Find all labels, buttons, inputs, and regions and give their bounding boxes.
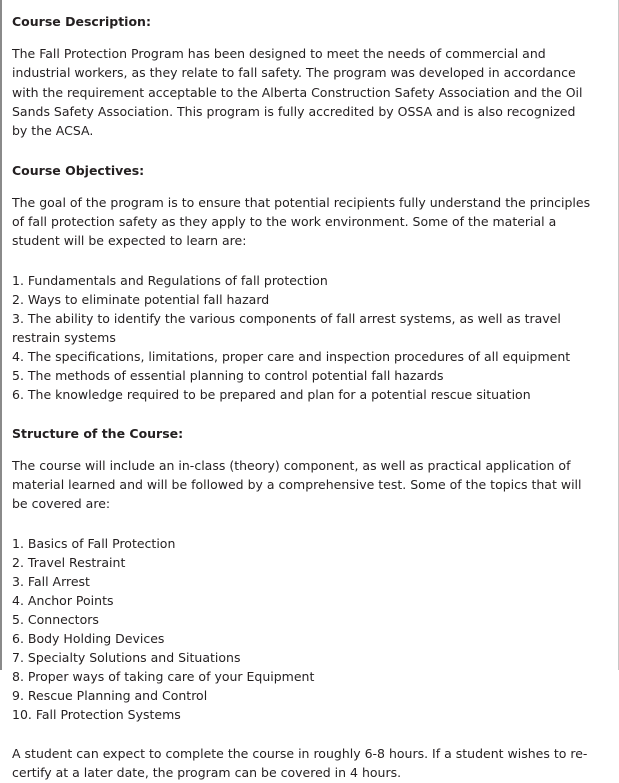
list-item: 1. Fundamentals and Regulations of fall protection	[12, 272, 328, 288]
list-item: 1. Basics of Fall Protection	[12, 535, 176, 551]
list-item: 4. The specifications, limitations, proper care and inspection procedures of all equipment	[12, 348, 571, 364]
list-item: 2. Travel Restraint	[12, 554, 126, 570]
list-item: 2. Ways to eliminate potential fall hazard	[12, 291, 270, 307]
list-item: 9. Rescue Planning and Control	[12, 687, 208, 703]
section-heading-course-description: Course Description:	[12, 14, 151, 29]
list-item: 3. The ability to identify the various components of fall arrest systems, as well as travel restrain systems	[12, 310, 561, 345]
list-item: 6. The knowledge required to be prepared and plan for a potential rescue situation	[12, 386, 531, 402]
list-item: 10. Fall Protection Systems	[12, 706, 181, 722]
closing-paragraph: A student can expect to complete the course in roughly 6-8 hours. If a student wishes to re-certify at a later date, the program can be covered in 4 hours.	[12, 745, 588, 781]
section-paragraph-structure-of-the-course: The course will include an in-class (theory) component, as well as practical application of material learned and will be followed by a comprehensive test. Some of the topics that will be covered are:	[12, 457, 582, 512]
course-topics-list	[12, 534, 596, 724]
list-item: 5. Connectors	[12, 611, 99, 627]
section-paragraph-course-description: The Fall Protection Program has been designed to meet the needs of commercial and industrial workers, as they relate to fall safety. The program was developed in accordance with the requirement acceptable to the Alberta Construction Safety Association and the Oil Sands Safety Association. This program is fully accredited by OSSA and is also recognized by the ACSA.	[12, 45, 583, 139]
list-item: 7. Specialty Solutions and Situations	[12, 649, 241, 665]
list-item: 5. The methods of essential planning to control potential fall hazards	[12, 367, 444, 383]
section-heading-structure-of-the-course: Structure of the Course:	[12, 425, 184, 441]
list-item: 8. Proper ways of taking care of your Equipment	[12, 668, 315, 684]
section-heading-course-objectives: Course Objectives:	[12, 162, 145, 178]
list-item: 4. Anchor Points	[12, 592, 114, 608]
list-item: 3. Fall Arrest	[12, 573, 90, 589]
list-item: 6. Body Holding Devices	[12, 630, 165, 646]
course-objectives-list	[12, 271, 596, 404]
section-paragraph-course-objectives: The goal of the program is to ensure that potential recipients fully understand the principles of fall protection safety as they apply to the work environment. Some of the material a student will be expected to learn are:	[12, 194, 591, 249]
